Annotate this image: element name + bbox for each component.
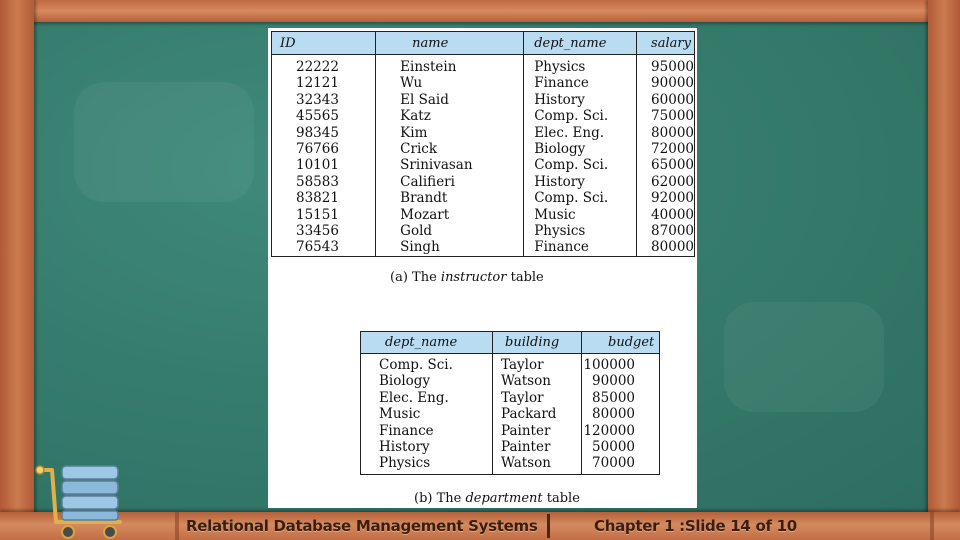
cell-budget: 85000	[582, 390, 660, 406]
caption-table-name: instructor	[440, 270, 507, 285]
cell-name: Crick	[376, 141, 524, 157]
cell-id: 76543	[272, 239, 376, 256]
instructor-table	[271, 31, 695, 257]
table-row	[272, 55, 695, 76]
cell-dept: Physics	[524, 55, 637, 76]
footer-slide-number: Chapter 1 :Slide 14 of 10	[594, 517, 797, 535]
cell-budget: 90000	[582, 373, 660, 389]
footer-course-title: Relational Database Management Systems	[186, 517, 538, 535]
cell-dept: Music	[361, 406, 493, 422]
cell-salary: 60000	[637, 92, 695, 108]
table-row	[361, 390, 660, 406]
cell-name: Kim	[376, 125, 524, 141]
column-header: dept_name	[361, 332, 493, 354]
cell-dept: Physics	[524, 223, 637, 239]
cell-name: Mozart	[376, 207, 524, 223]
table-row	[361, 406, 660, 422]
database-cart-icon	[34, 460, 134, 540]
column-header: dept_name	[524, 32, 637, 55]
cell-name: Gold	[376, 223, 524, 239]
cell-dept: Comp. Sci.	[524, 108, 637, 124]
table-row	[272, 75, 695, 91]
cell-building: Taylor	[493, 390, 582, 406]
cell-id: 45565	[272, 108, 376, 124]
cell-id: 83821	[272, 190, 376, 206]
cell-building: Packard	[493, 406, 582, 422]
cell-id: 33456	[272, 223, 376, 239]
cell-budget: 80000	[582, 406, 660, 422]
column-header: building	[493, 332, 582, 354]
table-row	[272, 141, 695, 157]
chalk-smudge	[74, 82, 254, 202]
cell-salary: 80000	[637, 239, 695, 256]
cell-salary: 40000	[637, 207, 695, 223]
table-row	[272, 157, 695, 173]
cell-name: Califieri	[376, 174, 524, 190]
caption-table-name: department	[465, 491, 543, 506]
table-row	[361, 354, 660, 374]
cell-building: Watson	[493, 373, 582, 389]
cell-id: 12121	[272, 75, 376, 91]
cell-budget: 100000	[582, 354, 660, 374]
cell-dept: Finance	[524, 75, 637, 91]
cell-salary: 75000	[637, 108, 695, 124]
cell-salary: 65000	[637, 157, 695, 173]
cell-salary: 72000	[637, 141, 695, 157]
table-row	[272, 239, 695, 256]
caption-prefix: (a) The	[390, 270, 441, 285]
frame-right	[928, 0, 960, 540]
table-row	[272, 125, 695, 141]
cell-salary: 92000	[637, 190, 695, 206]
cell-dept: Biology	[361, 373, 493, 389]
cell-salary: 87000	[637, 223, 695, 239]
column-header: ID	[272, 32, 376, 55]
cell-dept: Finance	[524, 239, 637, 256]
frame-top	[0, 0, 960, 22]
cell-id: 98345	[272, 125, 376, 141]
cell-dept: Elec. Eng.	[361, 390, 493, 406]
cell-id: 22222	[272, 55, 376, 76]
cell-name: Katz	[376, 108, 524, 124]
cell-id: 32343	[272, 92, 376, 108]
cell-dept: History	[524, 92, 637, 108]
cell-dept: Comp. Sci.	[524, 190, 637, 206]
cell-budget: 70000	[582, 455, 660, 474]
cell-budget: 120000	[582, 423, 660, 439]
cell-building: Painter	[493, 439, 582, 455]
table-row	[361, 455, 660, 474]
table-row	[361, 373, 660, 389]
cell-name: Brandt	[376, 190, 524, 206]
table-row	[272, 190, 695, 206]
cell-id: 10101	[272, 157, 376, 173]
cell-id: 58583	[272, 174, 376, 190]
cell-building: Taylor	[493, 354, 582, 374]
cell-id: 76766	[272, 141, 376, 157]
table-row	[361, 423, 660, 439]
cell-dept: Finance	[361, 423, 493, 439]
table-row	[272, 223, 695, 239]
instructor-header-row	[272, 32, 695, 55]
cell-salary: 90000	[637, 75, 695, 91]
cell-dept: Comp. Sci.	[361, 354, 493, 374]
table-row	[272, 92, 695, 108]
cell-dept: Biology	[524, 141, 637, 157]
cell-budget: 50000	[582, 439, 660, 455]
cell-salary: 62000	[637, 174, 695, 190]
cell-name: El Said	[376, 92, 524, 108]
instructor-caption	[390, 270, 544, 285]
column-header: name	[376, 32, 524, 55]
department-header-row	[361, 332, 660, 354]
chalk-smudge	[724, 302, 884, 412]
cell-dept: Comp. Sci.	[524, 157, 637, 173]
table-row	[272, 174, 695, 190]
cell-dept: Elec. Eng.	[524, 125, 637, 141]
column-header: salary	[637, 32, 695, 55]
cell-dept: History	[524, 174, 637, 190]
slide-image	[268, 28, 697, 508]
frame-joint	[930, 512, 934, 540]
cell-name: Singh	[376, 239, 524, 256]
caption-prefix: (b) The	[414, 491, 466, 506]
table-row	[272, 108, 695, 124]
column-header: budget	[582, 332, 660, 354]
caption-suffix: table	[542, 491, 580, 506]
frame-joint	[175, 512, 179, 540]
cell-id: 15151	[272, 207, 376, 223]
cell-dept: Music	[524, 207, 637, 223]
cell-salary: 95000	[637, 55, 695, 76]
cell-salary: 80000	[637, 125, 695, 141]
cell-dept: History	[361, 439, 493, 455]
cell-name: Srinivasan	[376, 157, 524, 173]
footer-divider	[547, 514, 550, 538]
caption-suffix: table	[506, 270, 544, 285]
cell-building: Watson	[493, 455, 582, 474]
cell-dept: Physics	[361, 455, 493, 474]
cell-name: Wu	[376, 75, 524, 91]
department-caption	[414, 491, 580, 506]
table-row	[361, 439, 660, 455]
frame-left	[0, 0, 34, 540]
department-table	[360, 331, 660, 475]
cell-building: Painter	[493, 423, 582, 439]
cell-name: Einstein	[376, 55, 524, 76]
table-row	[272, 207, 695, 223]
